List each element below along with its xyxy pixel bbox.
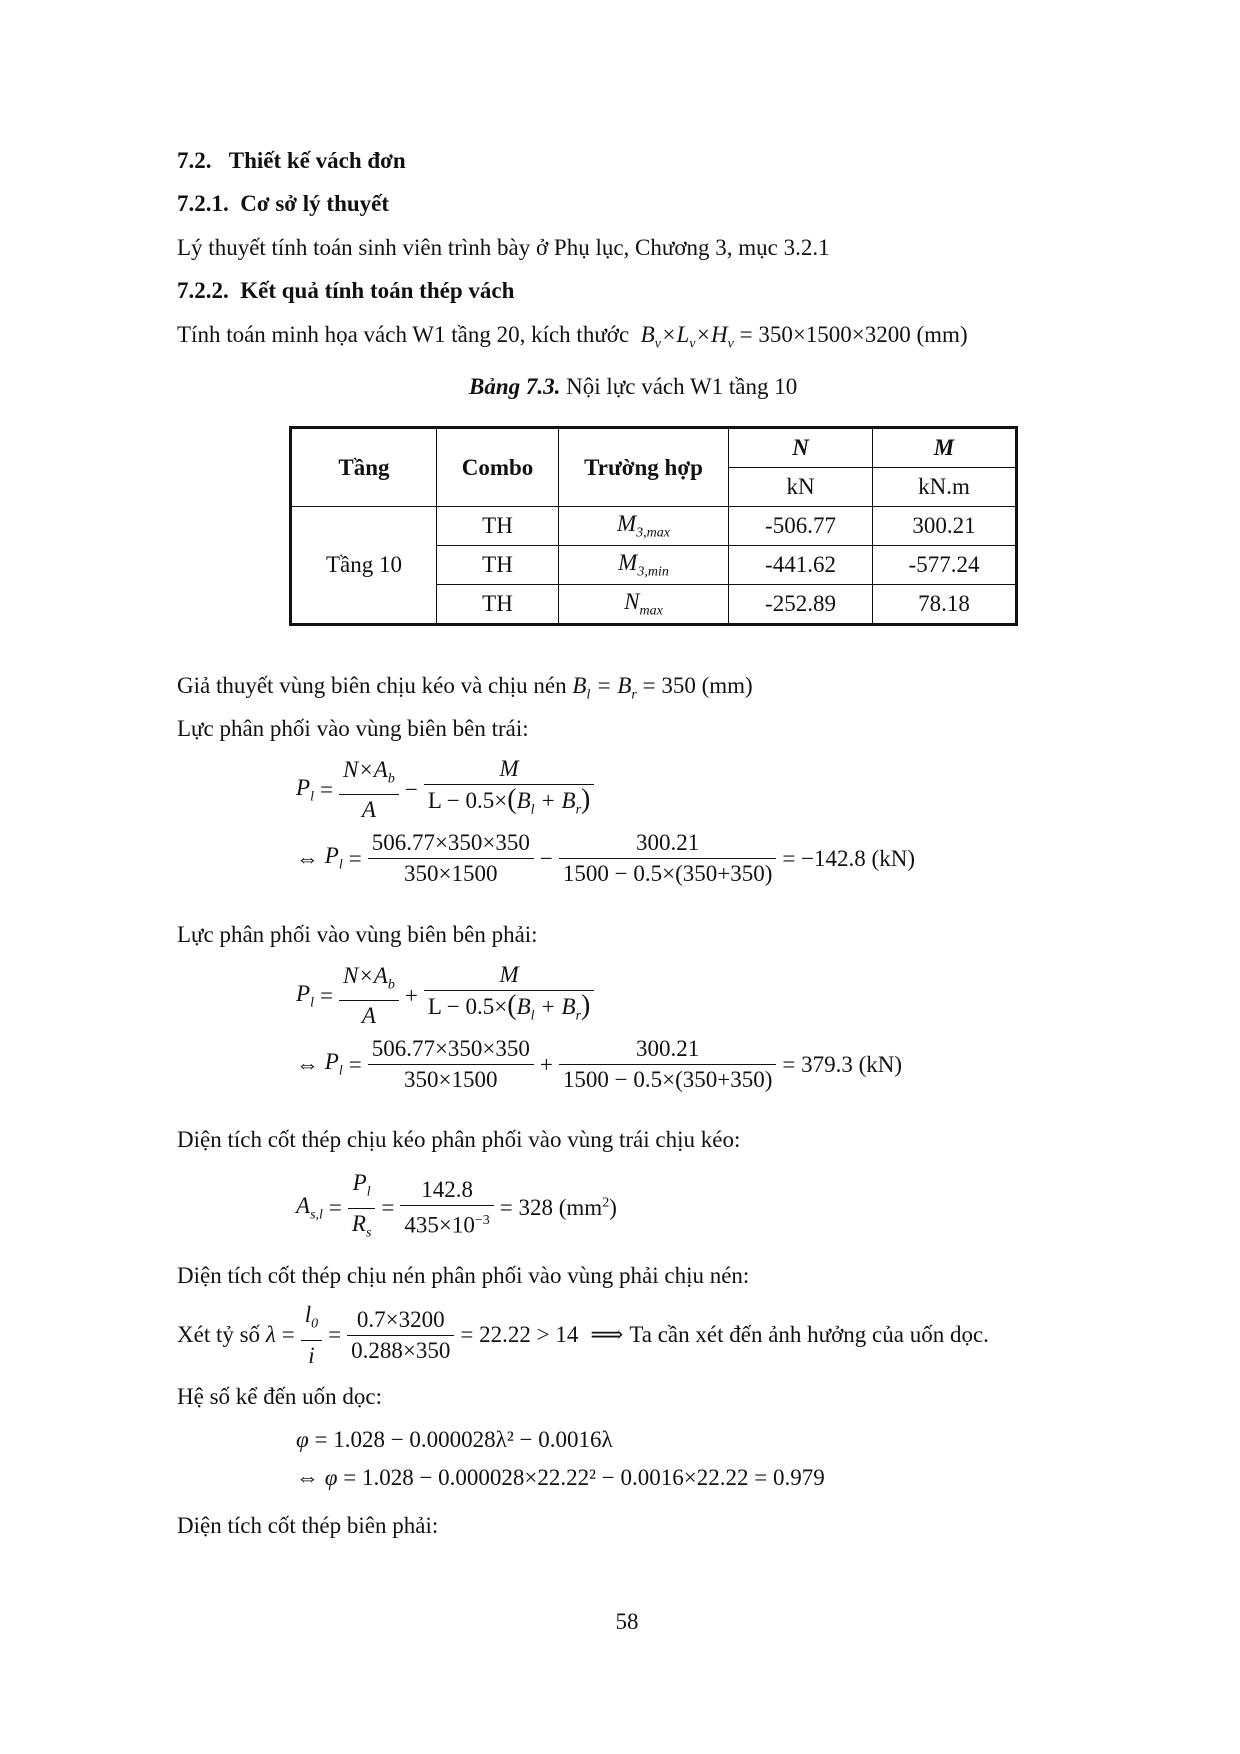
internal-force-table (289, 426, 1018, 626)
caption-label: Bảng 7.3. (469, 374, 561, 399)
n-cell: -252.89 (729, 585, 873, 625)
n-cell: -441.62 (729, 546, 873, 585)
section-number: 7.2.1. (177, 191, 229, 216)
page-number: 58 (615, 1609, 639, 1634)
case-cell: $M_{3,min}$ (559, 546, 729, 585)
combo-cell: TH (437, 546, 559, 585)
example-paragraph (177, 322, 968, 353)
combo-cell: TH (437, 507, 559, 546)
assumption-text: Giả thuyết vùng biên chịu kéo và chịu nén (177, 673, 567, 698)
case-cell: $M_{3,max}$ (559, 507, 729, 546)
section-7-2-1-heading (177, 191, 389, 217)
table-caption (469, 374, 797, 400)
section-title: Cơ sở lý thuyết (240, 191, 390, 216)
section-title: Thiết kế vách đơn (228, 148, 406, 173)
right-force-title: Lực phân phối vào vùng biên bên phải: (177, 922, 538, 947)
header-m: M (873, 428, 1017, 468)
table-row (291, 507, 1017, 546)
right-area-title: Diện tích cốt thép biên phải: (177, 1513, 439, 1538)
section-number: 7.2. (177, 148, 212, 173)
section-number: 7.2.2. (177, 278, 229, 303)
example-value: = 350×1500×3200 (mm) (739, 322, 968, 347)
table-header-row (291, 428, 1017, 468)
header-combo: Combo (437, 428, 559, 507)
boundary-symbols: $B_l = B_r$ (572, 673, 637, 703)
left-force-formula: $P_l$ = $\frac{N\times A_b}{A}$ − $\frac{M}{L - 0.5\times(B_l + B_r)}$ (296, 754, 594, 826)
section-7-2-heading (177, 148, 406, 174)
m-cell: 78.18 (873, 585, 1017, 625)
slenderness-formula: Xét tỷ số λ = $\frac{l_0}{i}$ = $\frac{0.7\times 3200}{0.288\times 350}$ = 22.22 > 14 ⟹ Ta cần xét đến ảnh hưởng của uốn dọc. (177, 1302, 989, 1368)
tension-area-title: Diện tích cốt thép chịu kéo phân phối vào vùng trái chịu kéo: (177, 1127, 741, 1152)
compression-area-title: Diện tích cốt thép chịu nén phân phối vào vùng phải chịu nén: (177, 1263, 750, 1288)
n-cell: -506.77 (729, 507, 873, 546)
theory-paragraph: Lý thuyết tính toán sinh viên trình bày ở Phụ lục, Chương 3, mục 3.2.1 (177, 235, 830, 260)
unit-n: kN (729, 468, 873, 507)
m-cell: -577.24 (873, 546, 1017, 585)
assumption-value: = 350 (mm) (642, 673, 753, 698)
unit-m: kN.m (873, 468, 1017, 507)
dimension-formula: $B_v\times L_v\times H_v$ (634, 322, 734, 352)
example-text: Tính toán minh họa vách W1 tầng 20, kích thước (177, 322, 630, 347)
phi-formula: φ = 1.028 − 0.000028λ² − 0.0016λ (296, 1427, 613, 1452)
header-case: Trường hợp (559, 428, 729, 507)
assumption-paragraph (177, 673, 753, 704)
left-force-title: Lực phân phối vào vùng biên bên trái: (177, 716, 529, 741)
floor-cell: Tầng 10 (291, 507, 437, 625)
case-cell: $N_{max}$ (559, 585, 729, 625)
m-cell: 300.21 (873, 507, 1017, 546)
right-force-calculation: ⇔ $P_l$ = $\frac{506.77\times 350\times 350}{350\times 1500}$ + $\frac{300.21}{1500 - 0.5\times(350+350)}$ = 379.3 (kN) (296, 1036, 903, 1092)
right-force-formula: $P_l$ = $\frac{N\times A_b}{A}$ + $\frac{M}{L - 0.5\times(B_l + B_r)}$ (296, 960, 594, 1032)
phi-calculation: ⇔ φ = 1.028 − 0.000028×22.22² − 0.0016×22.22 = 0.979 (296, 1465, 825, 1490)
combo-cell: TH (437, 585, 559, 625)
header-n: N (729, 428, 873, 468)
tension-area-formula: $A_{s,l}$ = $\frac{P_l}{R_s}$ = $\frac{142.8}{435\times 10^{-3}}$ = 328 $(mm^2)$ (296, 1170, 617, 1241)
section-7-2-2-heading (177, 278, 514, 304)
section-title: Kết quả tính toán thép vách (240, 278, 515, 303)
buckling-coefficient-title: Hệ số kể đến uốn dọc: (177, 1384, 383, 1409)
left-force-calculation: ⇔ $P_l$ = $\frac{506.77\times 350\times 350}{350\times 1500}$ − $\frac{300.21}{1500 - 0.5\times(350+350)}$ = −142.8 (kN) (296, 830, 915, 886)
caption-text: Nội lực vách W1 tầng 10 (566, 374, 798, 399)
header-tang: Tầng (291, 428, 437, 507)
